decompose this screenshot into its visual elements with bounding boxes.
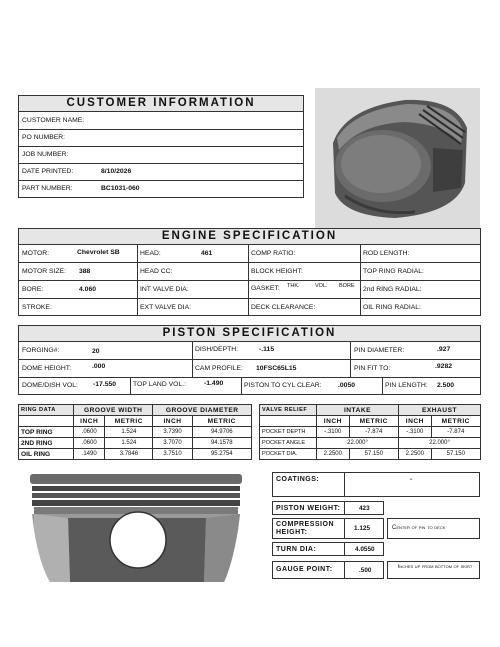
gauge-point-note: Inches up from bottom of skirt — [397, 564, 473, 570]
turn-dia-value: 4.0550 — [355, 546, 375, 553]
gauge-point-box — [272, 561, 384, 579]
turn-dia-label: TURN DIA: — [276, 546, 317, 553]
stroke-label: STROKE: — [22, 304, 52, 311]
piston-side-image — [28, 470, 246, 588]
second-ring-radial-label — [363, 287, 422, 294]
pocket-depth-intake-metric: -7.874 — [349, 427, 398, 438]
customer-name-row — [19, 112, 303, 130]
job-number-row — [19, 147, 303, 164]
piston-spec-table — [18, 341, 481, 395]
pocket-dia-exhaust-metric: 57.150 — [431, 449, 480, 460]
gasket-bore-label: BORE — [339, 283, 355, 289]
gw-metric-value: 1.524 — [105, 427, 153, 438]
compression-height-note: Center of pin to deck — [392, 525, 446, 531]
part-number-row — [19, 181, 303, 198]
top-ring-radial-label: TOP RING RADIAL: — [363, 268, 424, 275]
piston-3d-image — [315, 88, 480, 228]
groove-width-header: GROOVE WIDTH — [74, 405, 153, 416]
turn-dia-box — [272, 542, 384, 556]
engine-spec-title-text: ENGINE SPECIFICATION — [161, 230, 338, 242]
pocket-depth-exhaust-metric: -7.874 — [431, 427, 480, 438]
compression-height-box — [272, 518, 384, 539]
pocket-dia-intake-inch: 2.2500 — [317, 449, 350, 460]
gauge-point-note-box — [387, 561, 480, 579]
pin-diameter-label: PIN DIAMETER: — [354, 347, 405, 354]
date-printed-row — [19, 164, 303, 181]
ring-name: 2ND RING — [19, 438, 74, 449]
head-cc-label: HEAD CC: — [140, 268, 173, 275]
table-row — [19, 449, 252, 460]
gw-inch-value: .1490 — [74, 449, 105, 460]
dome-height-label: DOME HEIGHT: — [22, 365, 72, 372]
gasket-thk-label: THK. — [287, 283, 300, 289]
valve-relief-table — [259, 404, 481, 460]
gd-metric-value: 95.2754 — [192, 449, 251, 460]
top-land-vol-label: TOP LAND VOL.: — [133, 381, 187, 388]
rod-length-label: ROD LENGTH: — [363, 250, 410, 257]
table-row — [19, 427, 252, 438]
motor-size-value: 388 — [79, 268, 91, 275]
head-value: 461 — [201, 250, 213, 257]
oil-ring-radial-label: OIL RING RADIAL: — [363, 304, 421, 311]
ext-valve-dia-label: EXT VALVE DIA: — [140, 304, 191, 311]
pocket-depth-label: POCKET DEPTH — [260, 427, 317, 438]
gw-inch-value: .0600 — [74, 438, 105, 449]
pin-length-label: PIN LENGTH: — [385, 382, 428, 389]
gw-metric-value: 3.7846 — [105, 449, 153, 460]
top-land-vol-value: -1.490 — [204, 380, 224, 387]
table-row — [260, 438, 481, 449]
piston-weight-box — [272, 501, 384, 515]
customer-info-title-text: CUSTOMER INFORMATION — [66, 97, 256, 109]
pocket-angle-exhaust: 22.000° — [398, 438, 480, 449]
coatings-value: - — [410, 476, 413, 483]
bore-value: 4.060 — [79, 286, 97, 293]
int-valve-dia-label: INT VALVE DIA: — [140, 286, 189, 293]
gauge-point-label: GAUGE POINT: — [276, 566, 333, 573]
motor-size-label: MOTOR SIZE: — [22, 268, 67, 275]
ring-name: TOP RING — [19, 427, 74, 438]
customer-name-label: CUSTOMER NAME: — [22, 117, 85, 124]
customer-info-table — [18, 111, 304, 198]
compression-height-value: 1.125 — [354, 525, 370, 532]
gauge-point-value: .500 — [359, 567, 372, 574]
part-number-label: PART NUMBER: — [22, 185, 73, 192]
cam-profile-value: 10FSC65L15 — [256, 365, 297, 372]
coatings-box — [272, 472, 480, 497]
gd-inch-header: INCH — [153, 416, 192, 427]
bore-label: BORE: — [22, 286, 44, 293]
ring-name: OIL RING — [19, 449, 74, 460]
piston-weight-value: 423 — [359, 505, 370, 512]
pocket-depth-intake-inch: -.3100 — [317, 427, 350, 438]
pin-diameter-value: .927 — [437, 346, 451, 353]
pocket-dia-label: POCKET DIA. — [260, 449, 317, 460]
motor-label: MOTOR: — [22, 250, 50, 257]
pocket-angle-intake: 22.000° — [317, 438, 399, 449]
gd-inch-value: 3.7070 — [153, 438, 192, 449]
gw-metric-value: 1.524 — [105, 438, 153, 449]
gw-metric-header: METRIC — [105, 416, 153, 427]
job-number-label: JOB NUMBER: — [22, 151, 69, 158]
pocket-angle-label: POCKET ANGLE — [260, 438, 317, 449]
gd-metric-header: METRIC — [192, 416, 251, 427]
table-row — [260, 449, 481, 460]
piston-cyl-clear-label: PISTON TO CYL CLEAR: — [244, 382, 322, 389]
exhaust-metric-header: METRIC — [431, 416, 480, 427]
head-label: HEAD: — [140, 250, 161, 257]
gd-metric-value: 94.1578 — [192, 438, 251, 449]
forging-value: 20 — [92, 348, 100, 355]
customer-info-title — [18, 95, 304, 112]
pocket-dia-intake-metric: 57.150 — [349, 449, 398, 460]
compression-height-label: COMPRESSION HEIGHT: — [276, 521, 335, 537]
po-number-label: PO NUMBER: — [22, 134, 66, 141]
gw-inch-value: .0600 — [74, 427, 105, 438]
forging-label: FORGING#: — [22, 347, 60, 354]
table-row — [19, 438, 252, 449]
valve-relief-header: VALVE RELIEF — [260, 405, 317, 416]
deck-clearance-label: DECK CLEARANCE: — [251, 304, 316, 311]
gd-metric-value: 94.9706 — [192, 427, 251, 438]
second-ring-label-text: RING RADIAL: — [376, 286, 422, 293]
exhaust-inch-header: INCH — [398, 416, 431, 427]
second-ring-prefix: 2nd — [363, 286, 375, 293]
engine-spec-table — [18, 244, 481, 316]
piston-spec-title-text: PISTON SPECIFICATION — [162, 327, 337, 339]
dome-height-value: .000 — [92, 363, 106, 370]
gd-inch-value: 3.7510 — [153, 449, 192, 460]
exhaust-header: EXHAUST — [398, 405, 480, 416]
ring-data-table — [18, 404, 252, 460]
date-printed-value: 8/10/2026 — [101, 168, 132, 175]
pocket-depth-exhaust-inch: -.3100 — [398, 427, 431, 438]
pin-length-value: 2.500 — [437, 382, 455, 389]
compression-height-note-box — [387, 518, 480, 539]
gd-inch-value: 3.7390 — [153, 427, 192, 438]
comp-ratio-label: COMP RATIO: — [251, 250, 296, 257]
engine-spec-title — [18, 228, 481, 245]
part-number-value: BC1031-060 — [101, 185, 140, 192]
piston-weight-label: PISTON WEIGHT: — [276, 505, 341, 512]
cam-profile-label: CAM PROFILE: — [195, 365, 243, 372]
intake-header: INTAKE — [317, 405, 399, 416]
dome-dish-vol-label: DOME/DISH VOL: — [22, 382, 78, 389]
pin-fit-label: PIN FIT TO: — [354, 365, 391, 372]
piston-cyl-clear-value: .0050 — [338, 382, 356, 389]
block-height-label: BLOCK HEIGHT: — [251, 268, 303, 275]
dish-depth-label: DISH/DEPTH: — [195, 346, 239, 353]
po-number-row — [19, 130, 303, 147]
date-printed-label: DATE PRINTED: — [22, 168, 74, 175]
dome-dish-vol-value: -17.550 — [93, 381, 117, 388]
ring-data-header: RING DATA — [19, 405, 74, 416]
groove-diameter-header: GROOVE DIAMETER — [153, 405, 252, 416]
coatings-label: COATINGS: — [276, 476, 320, 483]
gasket-label: GASKET: — [251, 285, 280, 292]
intake-inch-header: INCH — [317, 416, 350, 427]
gasket-vol-label: VOL. — [315, 283, 328, 289]
table-row — [260, 427, 481, 438]
piston-spec-title — [18, 325, 481, 342]
pin-fit-value: .9282 — [435, 363, 453, 370]
motor-value: Chevrolet SB — [77, 249, 120, 256]
intake-metric-header: METRIC — [349, 416, 398, 427]
gw-inch-header: INCH — [74, 416, 105, 427]
pocket-dia-exhaust-inch: 2.2500 — [398, 449, 431, 460]
dish-depth-value: -.115 — [259, 346, 275, 353]
